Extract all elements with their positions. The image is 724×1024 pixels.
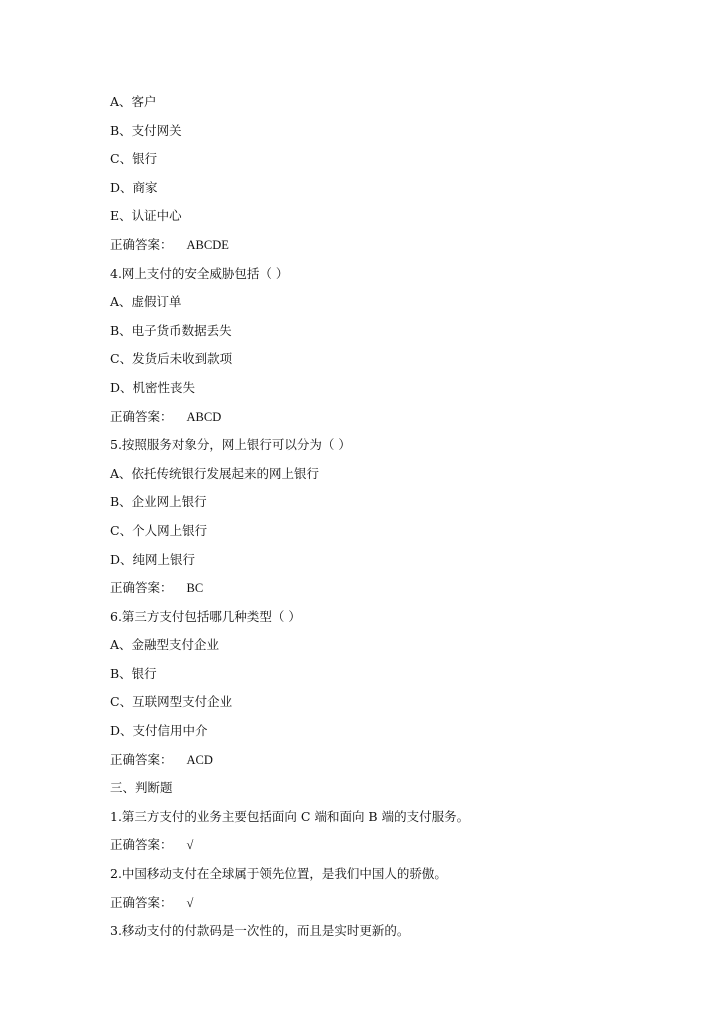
answer-label: 正确答案： <box>110 894 173 910</box>
option-line: C、互联网型支付企业 <box>110 694 233 710</box>
answer-value: ABCDE <box>186 237 229 252</box>
question-line: 1.第三方支付的业务主要包括面向 C 端和面向 B 端的支付服务。 <box>110 808 470 824</box>
answer-value: √ <box>186 838 194 853</box>
answer-line <box>110 835 690 864</box>
option-line: A、依托传统银行发展起来的网上银行 <box>110 465 320 481</box>
question-line: 4.网上支付的安全威胁包括（ ） <box>110 265 289 281</box>
option-line: C、银行 <box>110 151 158 167</box>
answer-line <box>110 893 690 922</box>
option-line: A、虚假订单 <box>110 294 182 310</box>
answer-value: √ <box>186 895 194 910</box>
answer-label: 正确答案： <box>110 837 173 853</box>
option-line: B、银行 <box>110 665 157 681</box>
answer-line <box>110 578 690 607</box>
section-heading: 三、判断题 <box>110 780 173 796</box>
option-line: B、电子货币数据丢失 <box>110 322 232 338</box>
answer-label: 正确答案： <box>110 580 173 596</box>
answer-label: 正确答案： <box>110 751 173 767</box>
option-line: D、纯网上银行 <box>110 551 196 567</box>
option-line: D、商家 <box>110 179 158 195</box>
answer-label: 正确答案： <box>110 236 173 252</box>
option-line: D、支付信用中介 <box>110 723 208 739</box>
option-line: E、认证中心 <box>110 208 182 224</box>
document-body <box>110 92 690 950</box>
answer-value: BC <box>186 581 204 596</box>
option-line: B、支付网关 <box>110 122 182 138</box>
question-line: 3.移动支付的付款码是一次性的，而且是实时更新的。 <box>110 923 410 939</box>
option-line: C、个人网上银行 <box>110 522 208 538</box>
answer-value: ABCD <box>186 409 222 424</box>
option-line: A、客户 <box>110 94 157 109</box>
answer-label: 正确答案： <box>110 408 173 424</box>
option-line: A、金融型支付企业 <box>110 637 220 653</box>
answer-line <box>110 407 690 436</box>
answer-line <box>110 235 690 264</box>
question-line: 2.中国移动支付在全球属于领先位置，是我们中国人的骄傲。 <box>110 866 447 882</box>
question-line: 5.按照服务对象分，网上银行可以分为（ ） <box>110 437 351 453</box>
answer-line <box>110 750 690 779</box>
option-line: D、机密性丧失 <box>110 379 196 395</box>
option-line: C、发货后未收到款项 <box>110 351 233 367</box>
answer-value: ACD <box>186 752 213 767</box>
option-line: B、企业网上银行 <box>110 494 207 510</box>
question-line: 6.第三方支付包括哪几种类型（ ） <box>110 608 301 624</box>
